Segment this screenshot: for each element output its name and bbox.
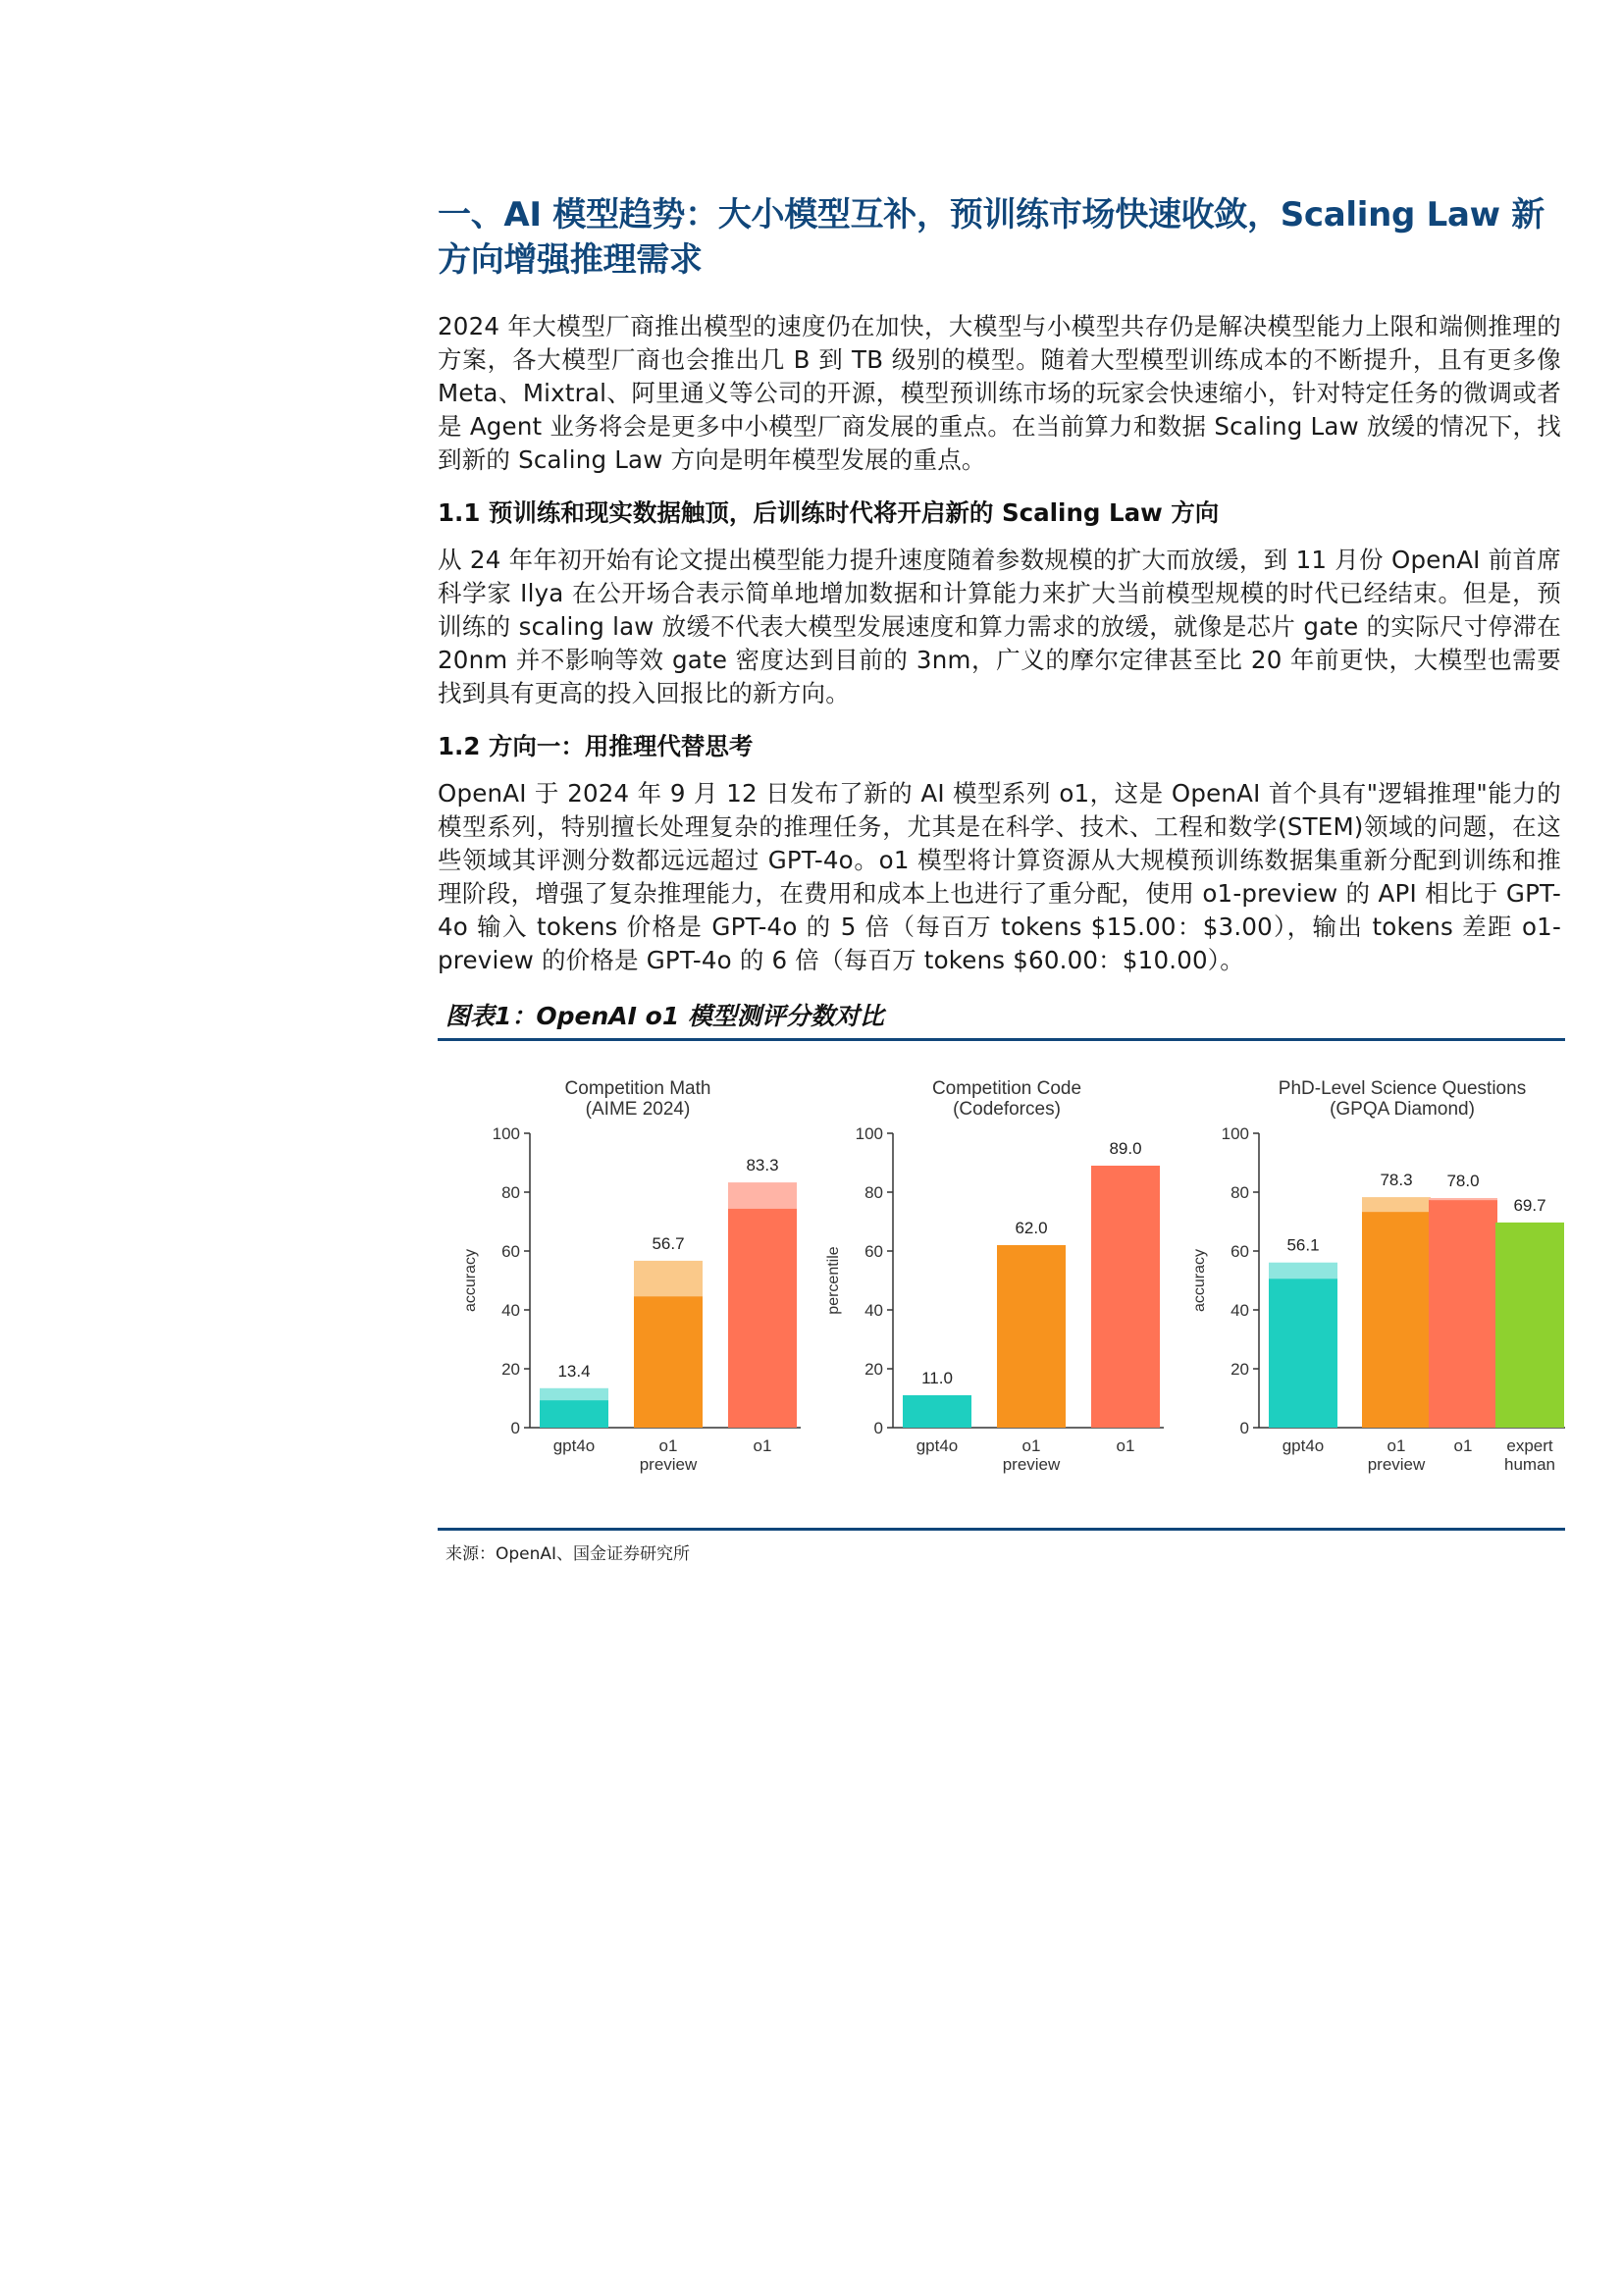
chart-title: PhD-Level Science Questions: [1278, 1078, 1527, 1099]
y-tick-label: 100: [492, 1124, 520, 1143]
x-tick-label: human: [1504, 1455, 1555, 1474]
y-axis-label: accuracy: [1191, 1248, 1208, 1313]
y-tick-label: 20: [864, 1360, 883, 1379]
bar-value-label: 56.1: [1286, 1235, 1320, 1255]
bar-upper-segment: [634, 1261, 703, 1296]
x-tick-label: gpt4o: [916, 1436, 959, 1455]
bar-upper-segment: [1362, 1197, 1431, 1212]
y-tick-label: 40: [1230, 1301, 1249, 1320]
bar: [1495, 1223, 1564, 1428]
chart-title: Competition Code: [931, 1078, 1082, 1099]
bar-value-label: 78.0: [1446, 1172, 1480, 1190]
y-tick-label: 60: [501, 1242, 520, 1261]
y-axis-label: accuracy: [462, 1248, 479, 1313]
x-tick-label: gpt4o: [552, 1436, 596, 1455]
bar: [1362, 1212, 1431, 1428]
bar-value-label: 13.4: [557, 1361, 591, 1381]
x-tick-label: o1: [753, 1436, 772, 1455]
bar-value-label: 89.0: [1109, 1139, 1142, 1158]
intro-paragraph: 2024 年大模型厂商推出模型的速度仍在加快，大模型与小模型共存仍是解决模型能力上限和端侧推理的方案，各大模型厂商也会推出几 B 到 TB 级别的模型。随着大型模型训练成本的不断提升，且有更多像 Meta、Mixtral、阿里通义等公司的开源，模型预训练市场的玩家会快速缩小，针对特定任务的微调或者是 Agent 业务将会是更多中小模型厂商发展的重点。在当前算力和数据 Scaling Law 放缓的情况下，找到新的 Scaling Law 方向是明年模型发展的重点。: [438, 312, 1561, 474]
x-tick-label: preview: [639, 1455, 698, 1474]
subsection-heading-1-1: 1.1 预训练和现实数据触顶，后训练时代将开启新的 Scaling Law 方向: [438, 498, 1220, 527]
charts-svg: [438, 1041, 1565, 1528]
bar-upper-segment: [1429, 1198, 1497, 1200]
paragraph-1-2: OpenAI 于 2024 年 9 月 12 日发布了新的 AI 模型系列 o1，这是 OpenAI 首个具有"逻辑推理"能力的模型系列，特别擅长处理复杂的推理任务，尤其是在科学、技术、工程和数学(STEM)领域的问题，在这些领域其评测分数都远远超过 GPT-4o。o1 模型将计算资源从大规模预训练数据集重新分配到训练和推理阶段，增强了复杂推理能力，在费用和成本上也进行了重分配，使用 o1-preview 的 API 相比于 GPT-4o 输入 tokens 价格是 GPT-4o 的 5 倍（每百万 tokens $15.00：$3.00），输出 tokens 差距 o1-preview 的价格是 GPT-4o 的 6 倍（每百万 tokens $60.00：$10.00）。: [438, 779, 1561, 974]
y-tick-label: 20: [501, 1360, 520, 1379]
chart-subtitle: (AIME 2024): [585, 1099, 691, 1120]
bar-value-label: 62.0: [1015, 1219, 1048, 1237]
figure-title: 图表1：OpenAI o1 模型测评分数对比: [445, 1002, 884, 1030]
bar-value-label: 83.3: [746, 1156, 779, 1175]
bar: [1269, 1278, 1337, 1428]
y-tick-label: 80: [864, 1183, 883, 1202]
x-tick-label: preview: [1367, 1455, 1426, 1474]
x-tick-label: preview: [1002, 1455, 1061, 1474]
bar: [903, 1395, 971, 1428]
bar: [1429, 1200, 1497, 1428]
report-page: [438, 192, 1561, 1566]
source-note: 来源：OpenAI、国金证券研究所: [445, 1544, 691, 1564]
y-axis-label: percentile: [825, 1246, 842, 1315]
y-tick-label: 20: [1230, 1360, 1249, 1379]
x-tick-label: o1: [1453, 1436, 1473, 1455]
bar: [634, 1296, 703, 1428]
y-tick-label: 60: [1230, 1242, 1249, 1261]
x-tick-label: o1: [1116, 1436, 1135, 1455]
y-tick-label: 0: [1239, 1419, 1249, 1437]
figure-bottom-rule: [438, 1528, 1565, 1531]
bar: [997, 1245, 1066, 1428]
subsection-heading-1-2: 1.2 方向一：用推理代替思考: [438, 732, 754, 760]
bar: [1091, 1166, 1160, 1428]
bar-upper-segment: [540, 1388, 608, 1400]
bar-value-label: 56.7: [652, 1233, 685, 1253]
section-heading: 一、AI 模型趋势：大小模型互补，预训练市场快速收敛，Scaling Law 新方向增强推理需求: [438, 195, 1544, 280]
chart-subtitle: (GPQA Diamond): [1330, 1099, 1475, 1120]
paragraph-1-1: 从 24 年年初开始有论文提出模型能力提升速度随着参数规模的扩大而放缓，到 11 月份 OpenAI 前首席科学家 Ilya 在公开场合表示简单地增加数据和计算能力来扩大当前模型规模的时代已经结束。但是，预训练的 scaling law 放缓不代表大模型发展速度和算力需求的放缓，就像是芯片 gate 的实际尺寸停滞在 20nm 并不影响等效 gate 密度达到目前的 3nm，广义的摩尔定律甚至比 20 年前更快，大模型也需要找到具有更高的投入回报比的新方向。: [438, 546, 1561, 707]
chart-subtitle: (Codeforces): [953, 1099, 1061, 1120]
x-tick-label: gpt4o: [1282, 1436, 1325, 1455]
bar: [540, 1400, 608, 1428]
y-tick-label: 100: [855, 1124, 883, 1143]
y-tick-label: 0: [510, 1419, 520, 1437]
x-tick-label: o1: [658, 1436, 678, 1455]
y-tick-label: 40: [501, 1301, 520, 1320]
bar-value-label: 78.3: [1380, 1171, 1413, 1190]
chart-title: Competition Math: [564, 1078, 711, 1099]
x-tick-label: expert: [1506, 1436, 1553, 1455]
y-tick-label: 40: [864, 1301, 883, 1320]
bar-value-label: 69.7: [1513, 1195, 1546, 1215]
bar: [728, 1209, 797, 1428]
y-tick-label: 100: [1221, 1124, 1249, 1143]
figure-charts: [438, 1041, 1565, 1528]
x-tick-label: o1: [1021, 1436, 1041, 1455]
y-tick-label: 80: [501, 1183, 520, 1202]
y-tick-label: 60: [864, 1242, 883, 1261]
y-tick-label: 80: [1230, 1183, 1249, 1202]
bar-value-label: 11.0: [921, 1369, 953, 1387]
x-tick-label: o1: [1387, 1436, 1406, 1455]
y-tick-label: 0: [873, 1419, 883, 1437]
bar-upper-segment: [1269, 1263, 1337, 1279]
bar-upper-segment: [728, 1182, 797, 1209]
